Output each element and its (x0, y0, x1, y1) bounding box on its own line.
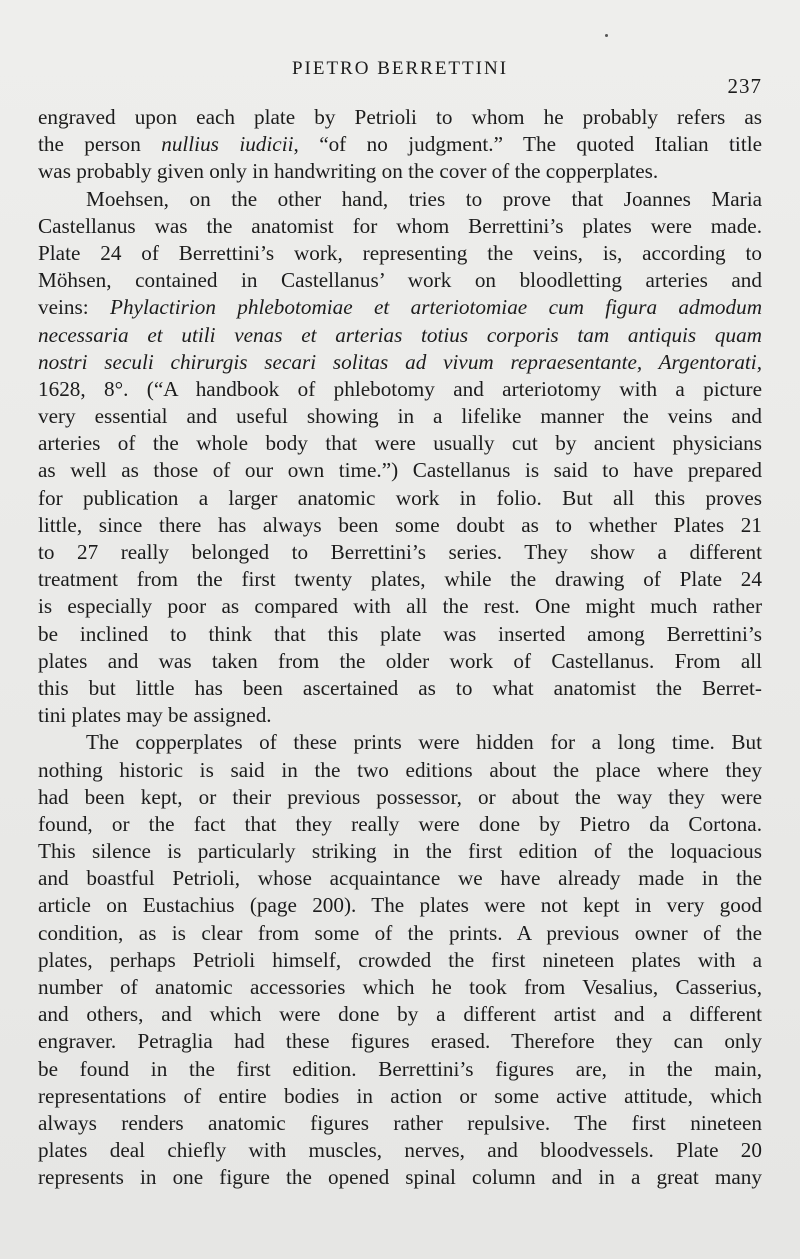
text-line: and boastful Petrioli, whose acquaintance we have already made in the (38, 866, 762, 891)
text-line: to 27 really belonged to Berrettini’s series. They show a different (38, 540, 762, 564)
text-line: for publication a larger anatomic work in folio. But all this proves (38, 485, 762, 510)
text-line: Möhsen, contained in Castellanus’ work on bloodletting arteries and (38, 268, 762, 293)
text-line: nothing historic is said in the two editions about the place where they (38, 757, 762, 782)
running-title: PIETRO BERRETTINI (291, 58, 509, 79)
text-line: was probably given only in handwriting on the cover of the copperplates. (38, 159, 659, 184)
text-line: as well as those of our own time.”) Castellanus is said to have prepared (38, 458, 762, 483)
text-line: Plate 24 of Berrettini’s work, representing the veins, is, according to (38, 240, 762, 265)
text-line: represents in one figure the opened spinal column and in a great many (38, 1165, 762, 1190)
text-line: be inclined to think that this plate was inserted among Berrettini’s (38, 621, 762, 646)
print-speck (605, 34, 608, 37)
text-line: the person nullius iudicii, “of no judgment.” The quoted Italian title (38, 132, 762, 157)
page-number: 237 (727, 74, 762, 98)
body-text (38, 104, 762, 1192)
text-line: Moehsen, on the other hand, tries to prove that Joannes Maria (86, 186, 762, 211)
text-line: and others, and which were done by a different artist and a different (38, 1002, 762, 1027)
text-line: treatment from the first twenty plates, while the drawing of Plate 24 (38, 567, 762, 592)
text-line: always renders anatomic figures rather repulsive. The first nineteen (38, 1110, 762, 1135)
text-line: tini plates may be assigned. (38, 703, 272, 728)
text-line: 1628, 8°. (“A handbook of phlebotomy and arteriotomy with a picture (38, 376, 762, 401)
text-line: representations of entire bodies in action or some active attitude, which (38, 1083, 762, 1108)
text-line: article on Eustachius (page 200). The plates were not kept in very good (38, 893, 762, 918)
text-line: very essential and useful showing in a lifelike manner the veins and (38, 404, 762, 429)
text-line: This silence is particularly striking in the first edition of the loquacious (38, 839, 762, 864)
text-line: The copperplates of these prints were hidden for a long time. But (86, 730, 762, 755)
text-line: engraved upon each plate by Petrioli to whom he probably refers as (38, 105, 762, 129)
text-line: is especially poor as compared with all the rest. One might much rather (38, 594, 762, 619)
text-line: plates, perhaps Petrioli himself, crowded the first nineteen plates with a (38, 947, 762, 972)
text-line: nostri seculi chirurgis secari solitas ad vivum repraesentante, Argentorati, (38, 349, 762, 374)
text-line: had been kept, or their previous possessor, or about the way they were (38, 784, 762, 809)
text-line: this but little has been ascertained as to what anatomist the Berret- (38, 675, 762, 700)
text-line: necessaria et utili venas et arterias totius corporis tam antiquis quam (38, 322, 762, 347)
text-line: found, or the fact that they really were done by Pietro da Cortona. (38, 811, 762, 836)
text-line: little, since there has always been some doubt as to whether Plates 21 (38, 512, 762, 537)
text-line: plates deal chiefly with muscles, nerves, and bloodvessels. Plate 20 (38, 1138, 762, 1163)
text-line: Castellanus was the anatomist for whom Berrettini’s plates were made. (38, 213, 762, 238)
text-line: engraver. Petraglia had these figures erased. Therefore they can only (38, 1029, 762, 1054)
text-line: number of anatomic accessories which he took from Vesalius, Casserius, (38, 975, 762, 999)
text-line: plates and was taken from the older work of Castellanus. From all (38, 648, 762, 673)
text-line: veins: Phylactirion phlebotomiae et arteriotomiae cum figura admodum (38, 295, 762, 320)
page-header (0, 58, 800, 98)
text-line: condition, as is clear from some of the prints. A previous owner of the (38, 920, 762, 945)
text-line: arteries of the whole body that were usually cut by ancient physicians (38, 431, 762, 456)
text-line: be found in the first edition. Berrettini’s figures are, in the main, (38, 1056, 762, 1081)
